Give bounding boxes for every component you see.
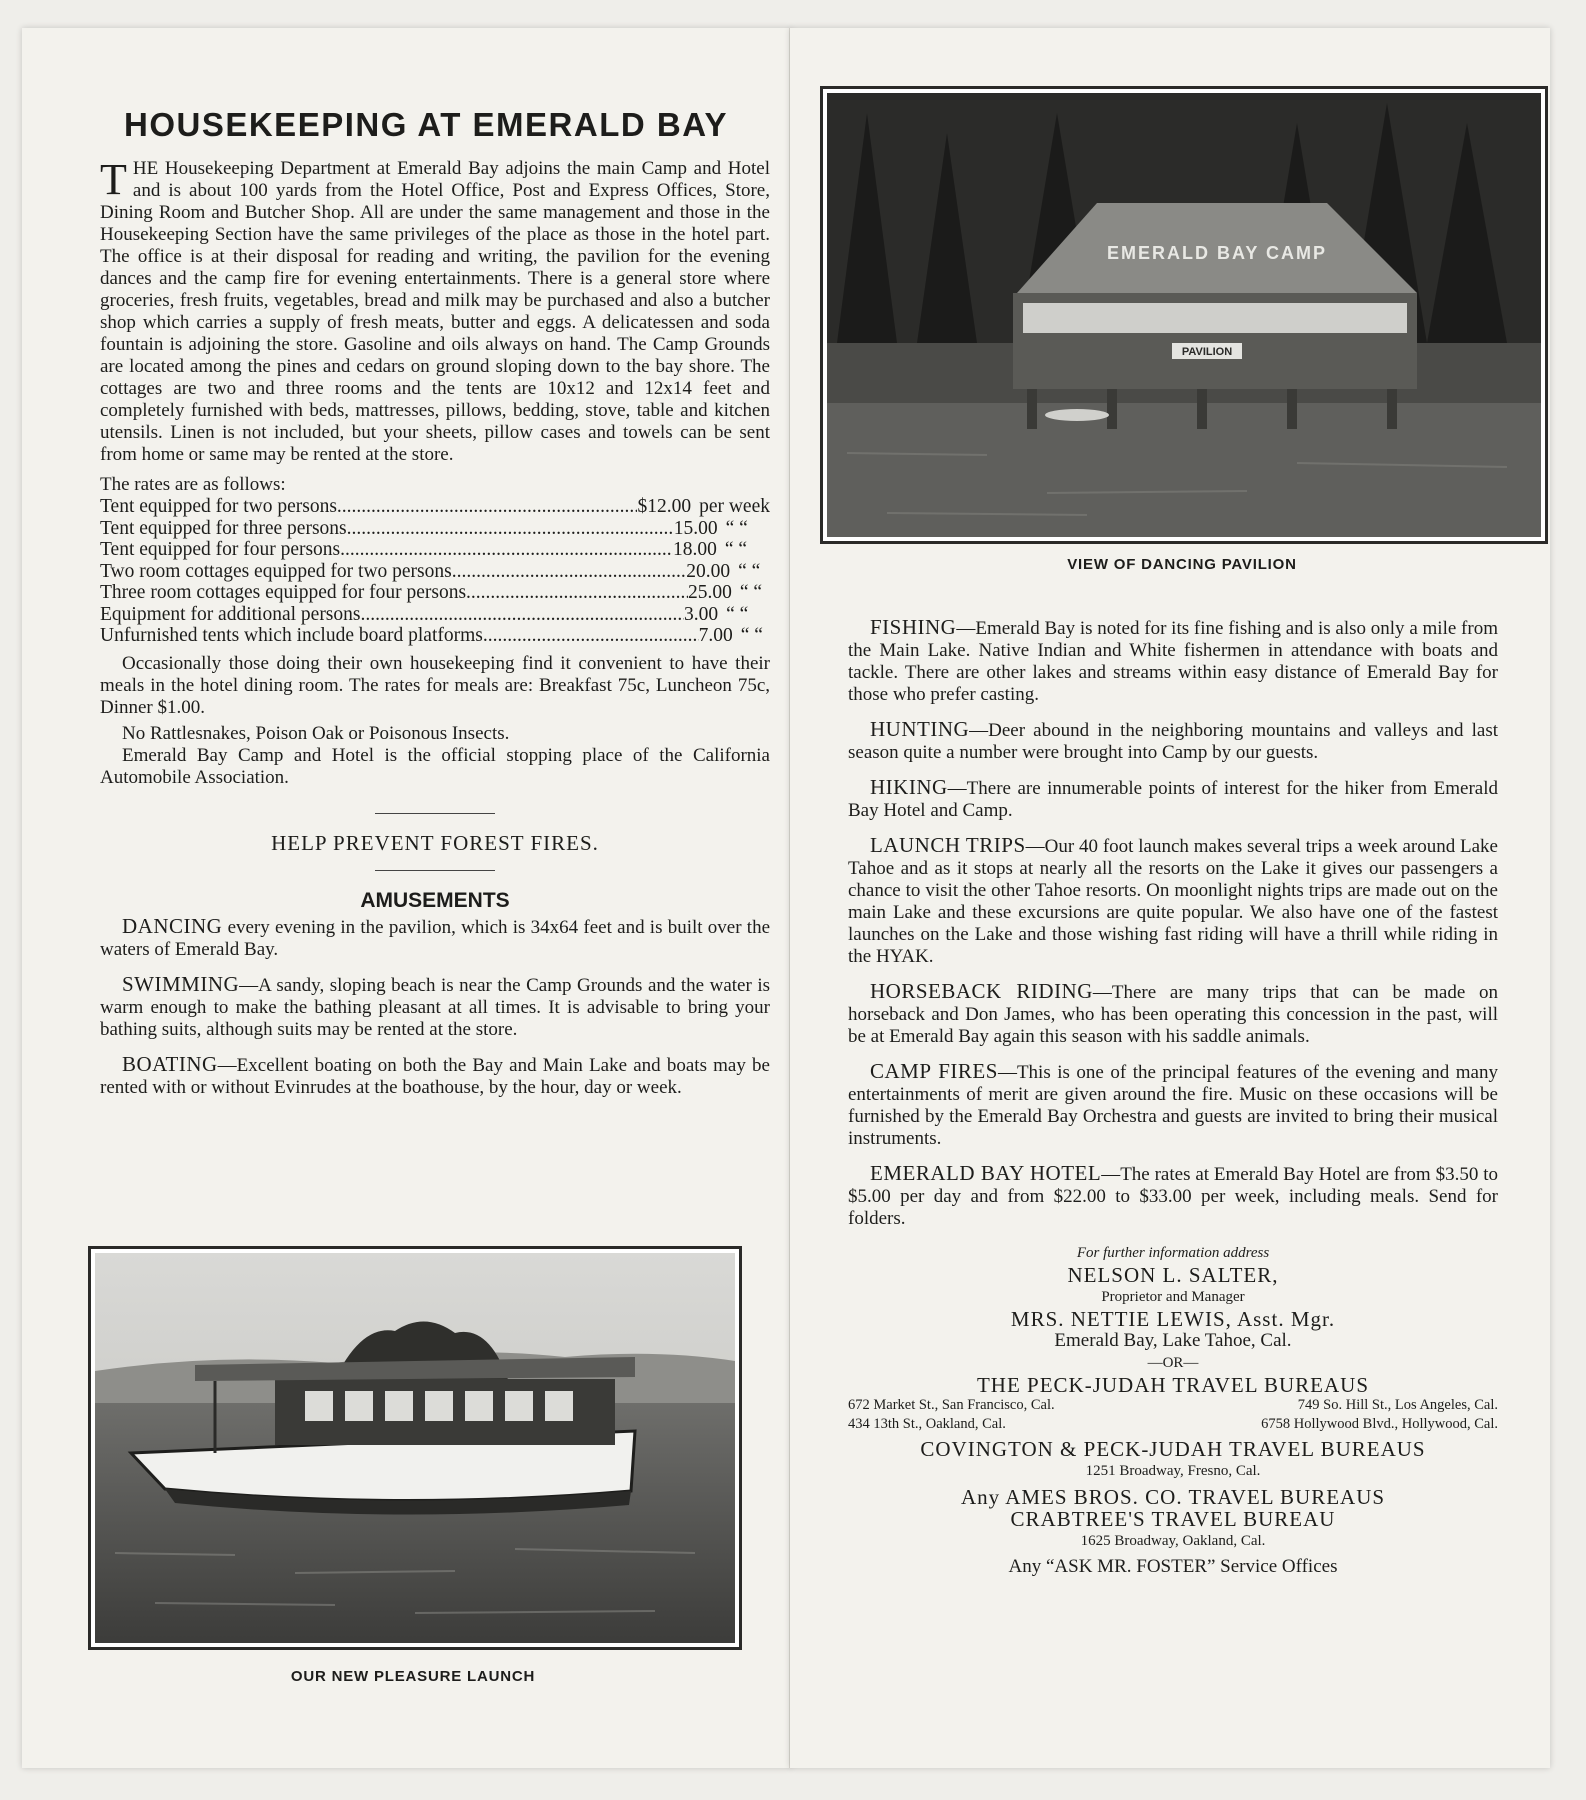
rate-row: Unfurnished tents which include board platforms ..... 7.00 “ “ (100, 625, 770, 647)
section-hiking: HIKING—There are innumerable points of interest for the hiker from Emerald Bay Hotel and Camp. (848, 775, 1498, 821)
section-hunting: HUNTING—Deer abound in the neighboring mountains and valleys and last season quite a number were brought into Camp by our guests. (848, 717, 1498, 763)
contact-name: NELSON L. SALTER, (1067, 1263, 1279, 1287)
launch-photo-caption: OUR NEW PLEASURE LAUNCH (290, 1668, 536, 1685)
rate-row: Tent equipped for three persons ..... 15.00 “ “ (100, 518, 770, 540)
contact-location: Emerald Bay, Lake Tahoe, Cal. (1054, 1330, 1292, 1351)
official-note: Emerald Bay Camp and Hotel is the official stopping place of the California Automobile Association. (100, 744, 770, 788)
divider (375, 870, 495, 871)
no-snakes-note: No Rattlesnakes, Poison Oak or Poisonous Insects. (122, 722, 510, 744)
pavilion-roof-sign: EMERALD BAY CAMP (1106, 243, 1328, 263)
section-fishing: FISHING—Emerald Bay is noted for its fine fishing and is also only a mile from the Main Lake. Native Indian and White fishermen in attendance with boats and tackle. There are other lakes and streams within easy distance of Emerald Bay for those who prefer casting. (848, 615, 1498, 705)
meals-paragraph: Occasionally those doing their own housekeeping find it convenient to have their meals in the hotel dining room. The rates for meals are: Breakfast 75c, Luncheon 75c, Dinner $1.00. (100, 652, 770, 718)
section-hotel-rates: EMERALD BAY HOTEL—The rates at Emerald Bay Hotel are from $3.50 to $5.00 per day and from $22.00 to $33.00 per week, including meals. Send for folders. (848, 1161, 1498, 1229)
amusement-boating: BOATING—Excellent boating on both the Bay and Main Lake and boats may be rented with or without Evinrudes at the boathouse, by the hour, day or week. (100, 1051, 770, 1098)
left-page (22, 28, 792, 1768)
rate-row: Two room cottages equipped for two persons ..... 20.00 “ “ (100, 561, 770, 583)
crabtree-address: 1625 Broadway, Oakland, Cal. (1080, 1533, 1266, 1549)
rates-table (100, 496, 770, 647)
pavilion-photo (820, 86, 1548, 544)
rate-row: Three room cottages equipped for four persons ..... 25.00 “ “ (100, 582, 770, 604)
amusement-swimming: SWIMMING—A sandy, sloping beach is near the Camp Grounds and the water is warm enough to make the bathing pleasant at all times. It is advisable to bring your bathing suits, although suits may be rented at the store. (100, 971, 770, 1040)
rate-row: Tent equipped for four persons ..... 18.00 “ “ (100, 539, 770, 561)
assistant-manager: MRS. NETTIE LEWIS, Asst. Mgr. (1010, 1307, 1336, 1331)
section-horseback-riding: HORSEBACK RIDING—There are many trips that can be made on horseback and Don James, who has been operating this concession in the past, will be at Emerald Bay again this season with his saddle animals. (848, 979, 1498, 1047)
left-column (100, 88, 770, 1099)
peck-judah-addresses-row-2: 434 13th St., Oakland, Cal. 6758 Hollywood Blvd., Hollywood, Cal. (848, 1416, 1498, 1432)
section-camp-fires: CAMP FIRES—This is one of the principal features of the evening and many entertainments of merit are given around the fire. Music on these occasions will be furnished by the Emerald Bay Orchestra and guests are invited to bring their musical instruments. (848, 1059, 1498, 1149)
rate-row: Tent equipped for two persons ..... $12.00 per week (100, 496, 770, 518)
crabtree-heading: CRABTREE'S TRAVEL BUREAU (1010, 1507, 1336, 1531)
intro-paragraph: THE Housekeeping Department at Emerald Bay adjoins the main Camp and Hotel and is about 100 yards from the Hotel Office, Post and Express Offices, Store, Dining Room and Butcher Shop. All are under the same management and those in the Housekeeping Section have the same privileges of the place as those in the hotel part. The office is at their disposal for reading and writing, the pavilion for the evening dances and the camp fire for evening entertainments. There is a general store where groceries, fresh fruits, vegetables, bread and milk may be purchased and also a butcher shop which carries a supply of fresh meats, butter and eggs. A delicatessen and soda fountain is adjoining the store. Gasoline and oils always on hand. The Camp Grounds are located among the pines and cedars on ground sloping down to the bay shore. The cottages are two and three rooms and the tents are 10x12 and 12x14 feet and completely furnished with beds, mattresses, pillows, bedding, stove, table and kitchen utensils. Linen is not included, but your sheets, pillow cases and towels can be sent from home or same may be rented at the store. (100, 155, 770, 465)
pavilion-photo-caption: VIEW OF DANCING PAVILION (1067, 556, 1297, 573)
pavilion-front-sign: PAVILION (1181, 346, 1233, 358)
page-title: HOUSEKEEPING AT EMERALD BAY (124, 106, 729, 143)
or-separator: —OR— (1147, 1355, 1199, 1371)
ames-bros-line: Any AMES BROS. CO. TRAVEL BUREAUS (960, 1485, 1386, 1509)
drop-cap: T (100, 155, 127, 204)
section-launch-trips: LAUNCH TRIPS—Our 40 foot launch makes several trips a week around Lake Tahoe and as it stops at nearly all the resorts on the Lake it gives our passengers a chance to visit the other Tahoe resorts. On moonlight nights trips are made out on the main Lake and these excursions are quite popular. We also have one of the fastest launches on the Lake and those wishing fast riding will have a thrill while riding in the HYAK. (848, 833, 1498, 967)
amusement-dancing: DANCING every evening in the pavilion, which is 34x64 feet and is built over the waters of Emerald Bay. (100, 913, 770, 960)
contact-role: Proprietor and Manager (1101, 1289, 1245, 1305)
divider (375, 813, 495, 814)
fresno-address: 1251 Broadway, Fresno, Cal. (1085, 1463, 1261, 1479)
peck-judah-addresses-row-1: 672 Market St., San Francisco, Cal. 749 So. Hill St., Los Angeles, Cal. (848, 1397, 1498, 1413)
right-page (790, 28, 1550, 1768)
rates-intro: The rates are as follows: (100, 474, 286, 495)
amusements-heading: AMUSEMENTS (360, 888, 510, 912)
right-column (848, 616, 1498, 1578)
forest-fires-notice: HELP PREVENT FOREST FIRES. (271, 830, 599, 855)
contact-block (848, 1242, 1498, 1578)
ask-mr-foster-line: Any “ASK MR. FOSTER” Service Offices (1008, 1556, 1338, 1577)
further-info-label: For further information address (1076, 1245, 1270, 1261)
launch-photo-image (95, 1253, 735, 1643)
pavilion-photo-image (827, 93, 1541, 537)
peck-judah-heading: THE PECK-JUDAH TRAVEL BUREAUS (976, 1373, 1370, 1397)
covington-heading: COVINGTON & PECK-JUDAH TRAVEL BUREAUS (920, 1437, 1426, 1461)
launch-photo (88, 1246, 742, 1650)
rate-row: Equipment for additional persons ..... 3.00 “ “ (100, 604, 770, 626)
